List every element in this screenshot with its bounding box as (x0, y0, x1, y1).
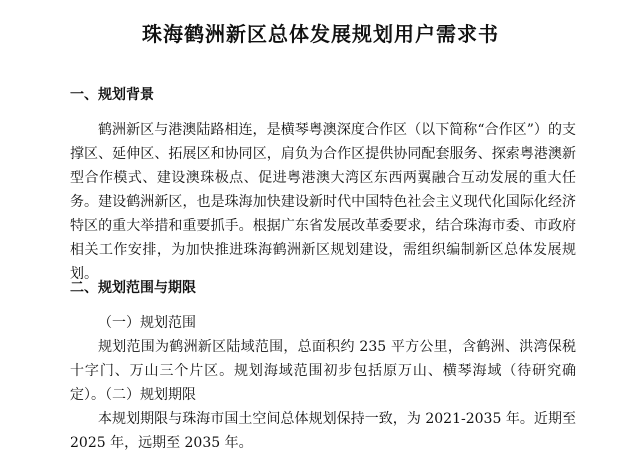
scope-paragraph: 规划范围为鹤洲新区陆域范围，总面积约 235 平方公里，含鹤洲、洪湾保税十字门、万山三个片区。规划海域范围初步包括原万山、横琴海域（待研究确定）。 (70, 339, 576, 403)
period-paragraph: 本规划期限与珠海市国土空间总体规划保持一致，为 2021-2035 年。近期至 2025 年，远期至 2035 年。 (70, 411, 576, 451)
document-title: 珠海鹤洲新区总体发展规划用户需求书 (142, 22, 499, 46)
section-heading-background: 一、规划背景 (70, 87, 154, 103)
background-paragraph: 鹤洲新区与港澳陆路相连，是横琴粤澳深度合作区（以下简称“合作区”）的支撑区、延伸区、拓展区和协同区，肩负为合作区提供协同配套服务、探索粤港澳新型合作模式、建设澳珠极点、促进粤港澳大湾区东西两翼融合互动发展的重大任务。建设鹤洲新区，也是珠海加快建设新时代中国特色社会主义现代化国际化经济特区的重大举措和重要抓手。根据广东省发展改革委要求，结合珠海市委、市政府相关工作安排，为加快推进珠海鹤洲新区规划建设，需组织编制新区总体发展规划。 (70, 122, 576, 282)
section-heading-scope-period: 二、规划范围与期限 (70, 280, 196, 296)
subheading-period: （二）规划期限 (98, 387, 196, 403)
subheading-scope: （一）规划范围 (98, 315, 196, 331)
